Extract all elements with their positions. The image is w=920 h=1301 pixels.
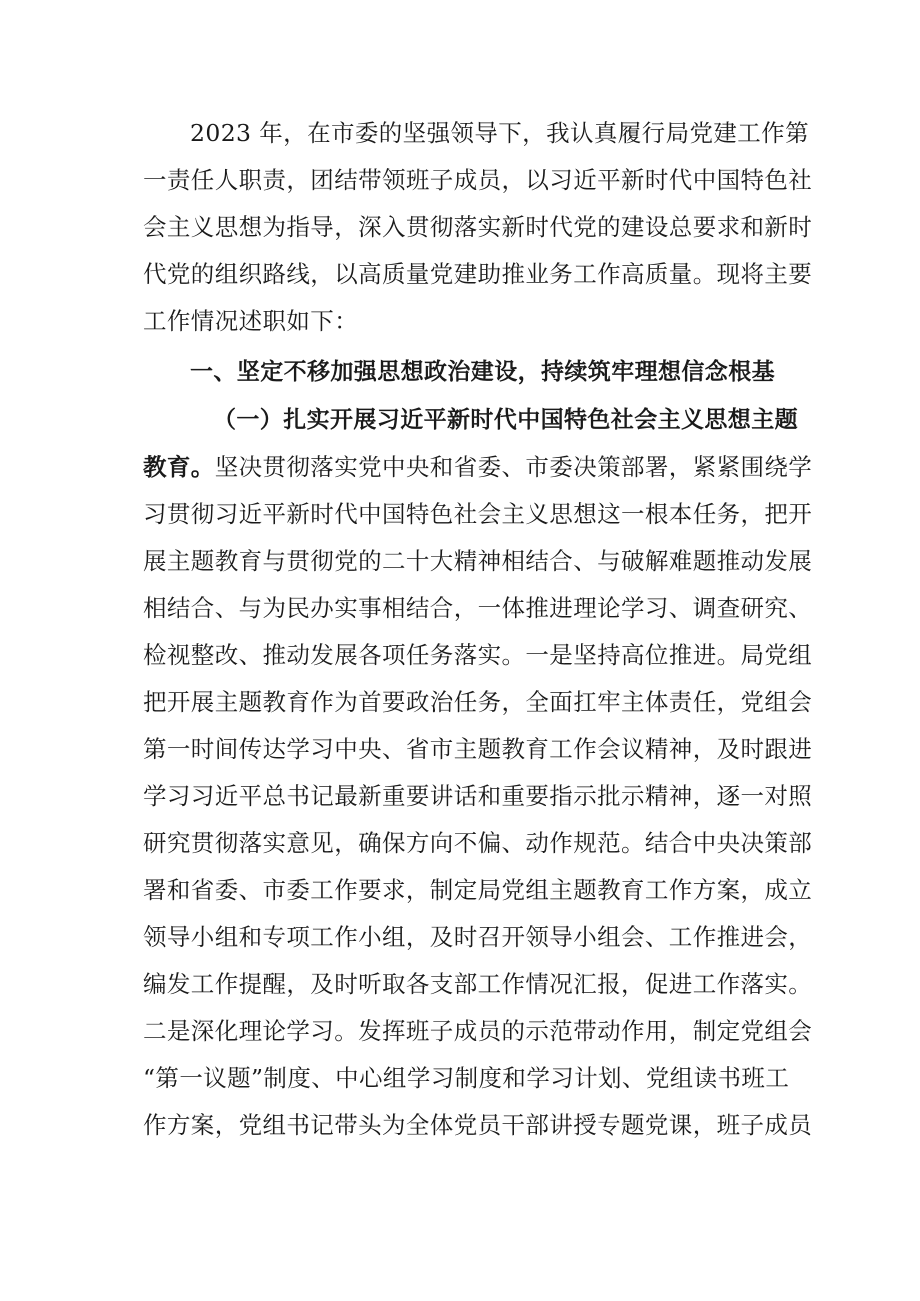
intro-line: 代党的组织路线，以高质量党建助推业务工作高质量。现将主要 <box>143 260 813 288</box>
body-line: 署和省委、市委工作要求，制定局党组主题教育工作方案，成立 <box>143 876 813 904</box>
body-line: 把开展主题教育作为首要政治任务，全面扛牢主体责任，党组会 <box>143 688 813 716</box>
subsection-heading: （一）扎实开展习近平新时代中国特色社会主义思想主题 <box>213 407 798 433</box>
body-line: 展主题教育与贯彻党的二十大精神相结合、与破解难题推动发展 <box>143 547 813 575</box>
intro-line: 会主义思想为指导，深入贯彻落实新时代党的建设总要求和新时 <box>143 213 813 241</box>
body-line: “第一议题”制度、中心组学习制度和学习计划、党组读书班工 <box>143 1064 790 1092</box>
intro-line: 2023 年，在市委的坚强领导下，我认真履行局党建工作第 <box>190 119 809 147</box>
intro-line: 工作情况述职如下： <box>143 307 359 335</box>
body-line: 习贯彻习近平新时代中国特色社会主义思想这一根本任务，把开 <box>143 500 813 528</box>
body-line: 第一时间传达学习中央、省市主题教育工作会议精神，及时跟进 <box>143 735 813 763</box>
body-line: 编发工作提醒，及时听取各支部工作情况汇报，促进工作落实。 <box>143 970 813 998</box>
body-line: 相结合、与为民办实事相结合，一体推进理论学习、调查研究、 <box>143 594 813 622</box>
body-line: 作方案，党组书记带头为全体党员干部讲授专题党课，班子成员 <box>143 1111 813 1139</box>
body-line: 二是深化理论学习。发挥班子成员的示范带动作用，制定党组会 <box>143 1017 813 1045</box>
body-line: 领导小组和专项工作小组，及时召开领导小组会、工作推进会， <box>143 923 813 951</box>
body-line: 检视整改、推动发展各项任务落实。一是坚持高位推进。局党组 <box>143 641 813 669</box>
section-heading: 一、坚定不移加强思想政治建设，持续筑牢理想信念根基 <box>190 359 775 385</box>
intro-line: 一责任人职责，团结带领班子成员，以习近平新时代中国特色社 <box>143 166 813 194</box>
subsection-heading-tail: 教育。 <box>143 453 215 481</box>
subsection-body-first-line <box>143 446 812 488</box>
body-line: 学习习近平总书记最新重要讲话和重要指示批示精神，逐一对照 <box>143 782 813 810</box>
body-text: 坚决贯彻落实党中央和省委、市委决策部署，紧紧围绕学 <box>214 453 813 481</box>
body-line: 研究贯彻落实意见，确保方向不偏、动作规范。结合中央决策部 <box>143 829 813 857</box>
